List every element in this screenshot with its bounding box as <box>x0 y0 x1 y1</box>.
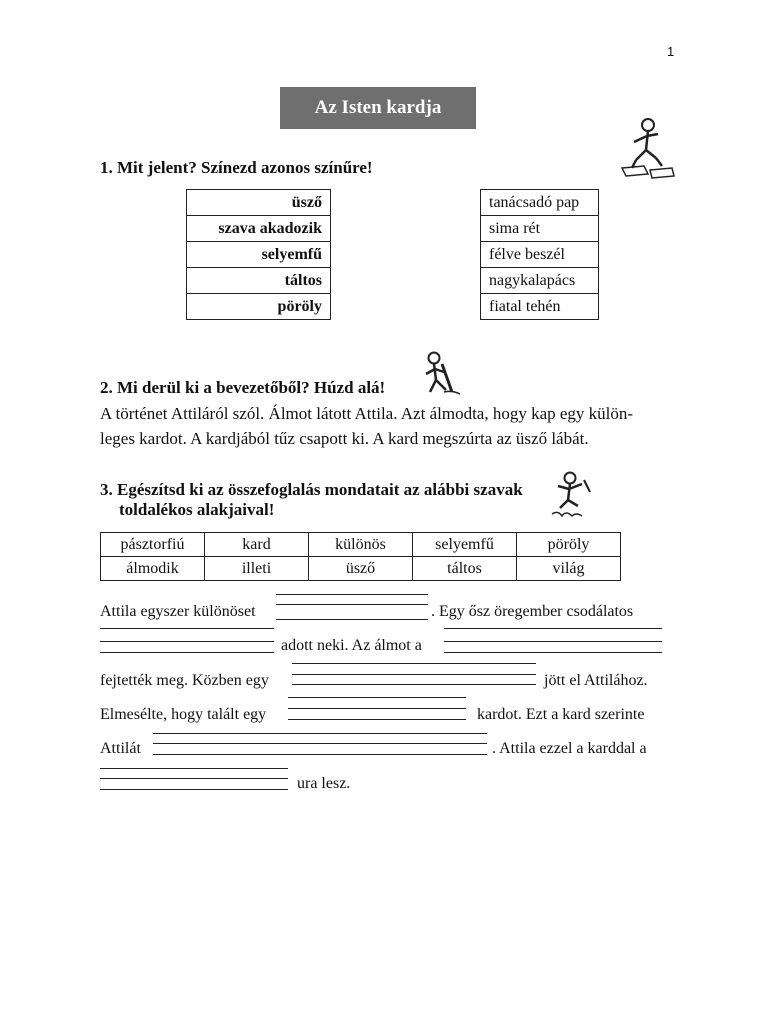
right-word[interactable]: félve beszél <box>481 242 599 268</box>
right-word[interactable]: sima rét <box>481 216 599 242</box>
right-word[interactable]: fiatal tehén <box>481 294 599 320</box>
answer-line[interactable] <box>288 697 466 698</box>
word-cell: pöröly <box>517 533 621 557</box>
answer-line[interactable] <box>288 708 466 709</box>
fill-text: ura lesz. <box>297 775 351 792</box>
answer-line[interactable] <box>444 652 662 653</box>
left-word[interactable]: üsző <box>187 190 331 216</box>
fill-text: Attilát <box>100 740 141 757</box>
reading-figure-icon <box>618 116 678 180</box>
answer-line[interactable] <box>153 754 487 755</box>
answer-line[interactable] <box>276 594 428 595</box>
task1-left-table <box>186 189 331 320</box>
fill-text: . Egy ősz öregember csodálatos <box>431 603 634 620</box>
writing-figure-icon <box>548 470 598 522</box>
task2-text-line: leges kardot. A kardjából tűz csapott ki. A kard megszúrta az üsző lábát. <box>100 429 589 448</box>
page-number: 1 <box>667 44 675 59</box>
answer-line[interactable] <box>100 628 274 629</box>
table-row <box>187 294 331 320</box>
fill-text: . Attila ezzel a karddal a <box>492 740 647 757</box>
answer-line[interactable] <box>100 768 288 769</box>
answer-line[interactable] <box>292 684 536 685</box>
table-row <box>481 294 599 320</box>
table-row <box>187 242 331 268</box>
answer-line[interactable] <box>444 628 662 629</box>
word-cell: kard <box>205 533 309 557</box>
fill-text: jött el Attilához. <box>544 672 648 689</box>
fill-text: Attila egyszer különöset <box>100 603 256 620</box>
table-row <box>101 557 621 581</box>
answer-line[interactable] <box>276 604 428 605</box>
right-word[interactable]: tanácsadó pap <box>481 190 599 216</box>
answer-line[interactable] <box>100 789 288 790</box>
answer-line[interactable] <box>100 778 288 779</box>
left-word[interactable]: táltos <box>187 268 331 294</box>
pencil-figure-icon <box>418 350 462 398</box>
word-cell: álmodik <box>101 557 205 581</box>
word-cell: üsző <box>309 557 413 581</box>
answer-line[interactable] <box>100 652 274 653</box>
word-cell: illeti <box>205 557 309 581</box>
fill-text: adott neki. Az álmot a <box>281 637 422 654</box>
left-word[interactable]: selyemfű <box>187 242 331 268</box>
task3-word-table <box>100 532 621 581</box>
word-cell: táltos <box>413 557 517 581</box>
table-row <box>481 190 599 216</box>
table-row <box>187 190 331 216</box>
answer-line[interactable] <box>444 641 662 642</box>
table-row <box>481 268 599 294</box>
task3-heading-line1: 3. Egészítsd ki az összefoglalás mondatait az alábbi szavak <box>100 480 523 499</box>
task2-heading: 2. Mi derül ki a bevezetőből? Húzd alá! <box>100 378 386 397</box>
right-word[interactable]: nagykalapács <box>481 268 599 294</box>
task3-heading-line2: toldalékos alakjaival! <box>119 500 275 519</box>
answer-line[interactable] <box>292 674 536 675</box>
answer-line[interactable] <box>288 719 466 720</box>
table-row <box>101 533 621 557</box>
answer-line[interactable] <box>153 733 487 734</box>
answer-line[interactable] <box>292 663 536 664</box>
table-row <box>481 216 599 242</box>
answer-line[interactable] <box>153 743 487 744</box>
table-row <box>187 268 331 294</box>
fill-text: Elmesélte, hogy talált egy <box>100 706 267 723</box>
fill-text: fejtették meg. Közben egy <box>100 672 269 689</box>
task1-heading: 1. Mit jelent? Színezd azonos színűre! <box>100 158 373 177</box>
answer-line[interactable] <box>276 619 428 620</box>
fill-text: kardot. Ezt a kard szerinte <box>477 706 645 723</box>
table-row <box>187 216 331 242</box>
task1-right-table <box>480 189 599 320</box>
task2-text-line: A történet Attiláról szól. Álmot látott Attila. Azt álmodta, hogy kap egy külön- <box>100 404 634 423</box>
word-cell: selyemfű <box>413 533 517 557</box>
word-cell: pásztorfiú <box>101 533 205 557</box>
left-word[interactable]: szava akadozik <box>187 216 331 242</box>
table-row <box>481 242 599 268</box>
word-cell: különös <box>309 533 413 557</box>
word-cell: világ <box>517 557 621 581</box>
page-title: Az Isten kardja <box>280 87 476 129</box>
left-word[interactable]: pöröly <box>187 294 331 320</box>
answer-line[interactable] <box>100 641 274 642</box>
